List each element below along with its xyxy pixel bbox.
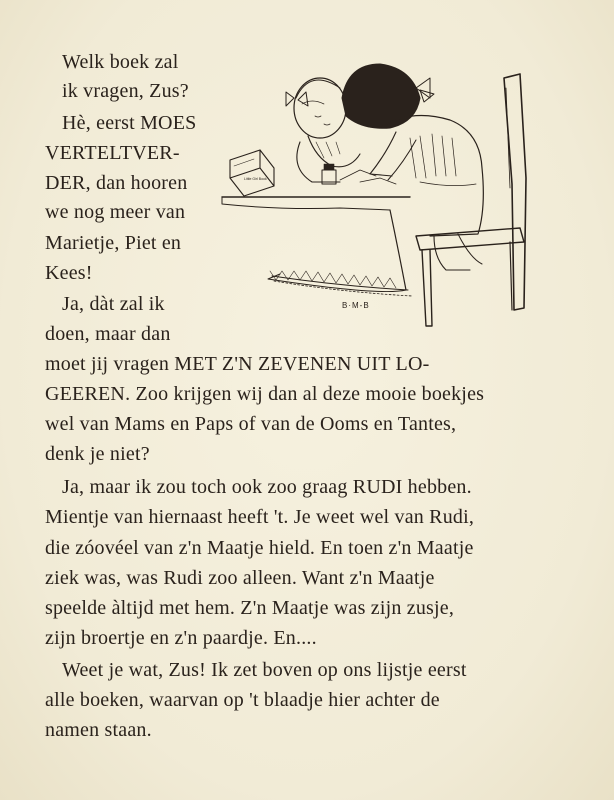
text-line: Marietje, Piet en	[45, 232, 182, 254]
text-line: Ja, dàt zal ik	[62, 293, 165, 315]
text-line: Weet je wat, Zus! Ik zet boven op ons lijstje eerst	[62, 659, 467, 681]
text-line: DER, dan hooren	[45, 172, 188, 194]
illustration-girls-reading	[220, 58, 542, 330]
text-line: moet jij vragen MET Z'N ZEVENEN UIT LO-	[45, 353, 430, 375]
illustrator-signature: B·M-B	[342, 301, 370, 310]
text-line: GEEREN. Zoo krijgen wij dan al deze mooie boekjes	[45, 383, 485, 405]
text-line: Hè, eerst MOES	[62, 112, 197, 134]
text-line: doen, maar dan	[45, 323, 171, 345]
text-line: ik vragen, Zus?	[62, 80, 189, 102]
text-line: Welk boek zal	[62, 51, 179, 73]
text-line: VERTELTVER-	[45, 142, 180, 164]
text-line: wel van Mams en Paps of van de Ooms en Tantes,	[45, 413, 457, 435]
text-line: we nog meer van	[45, 201, 186, 223]
text-line: zijn broertje en z'n paardje. En....	[45, 627, 317, 649]
text-line: ziek was, was Rudi zoo alleen. Want z'n Maatje	[45, 567, 435, 589]
text-line: die zóovéel van z'n Maatje hield. En toen z'n Maatje	[45, 537, 474, 559]
book-box-label: Little Girl Book	[244, 177, 267, 181]
text-line: Mientje van hiernaast heeft 't. Je weet wel van Rudi,	[45, 506, 475, 528]
text-line: speelde àltijd met hem. Z'n Maatje was zijn zusje,	[45, 597, 455, 619]
text-line: alle boeken, waarvan op 't blaadje hier achter de	[45, 689, 440, 711]
text-line: namen staan.	[45, 719, 152, 741]
text-line: Ja, maar ik zou toch ook zoo graag RUDI hebben.	[62, 476, 472, 498]
text-line: Kees!	[45, 262, 93, 284]
text-line: denk je niet?	[45, 443, 150, 465]
